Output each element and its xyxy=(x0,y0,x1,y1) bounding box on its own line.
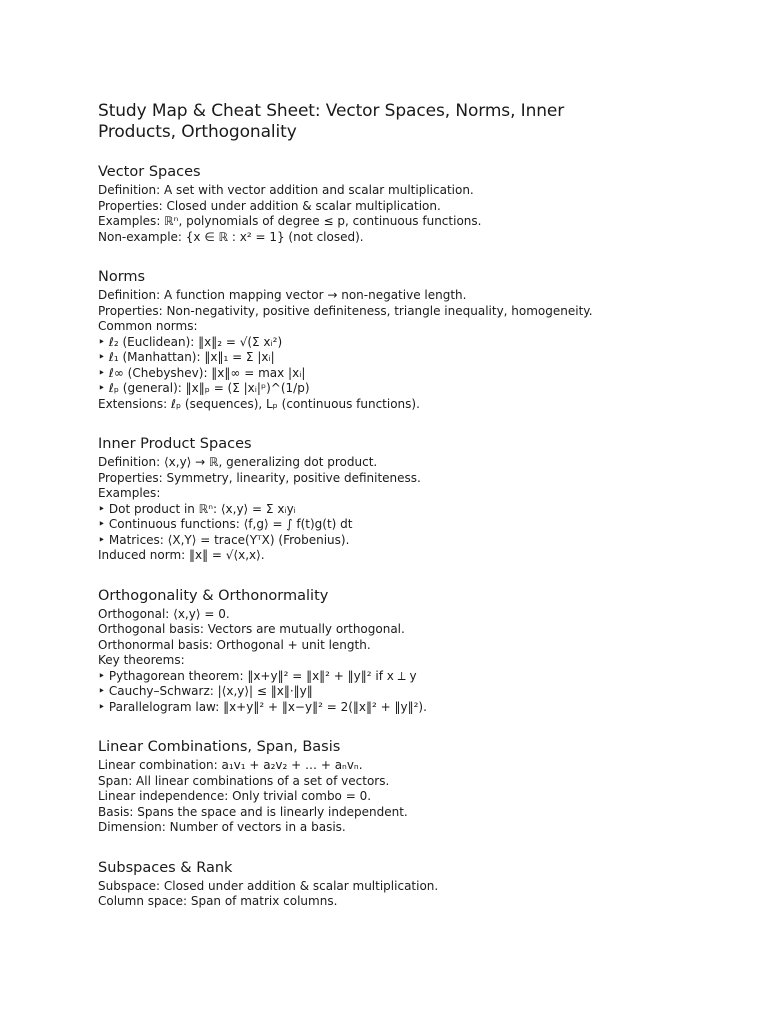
section-norms xyxy=(98,268,698,412)
text-line: Common norms: xyxy=(98,319,198,333)
section-vector-spaces xyxy=(98,163,698,245)
text-line: Column space: Span of matrix columns. xyxy=(98,894,338,908)
text-line: Subspace: Closed under addition & scalar multiplication. xyxy=(98,878,439,893)
section-inner-product-spaces xyxy=(98,435,698,564)
bullet-line: ‣ Cauchy–Schwarz: |⟨x,y⟩| ≤ ‖x‖·‖y‖ xyxy=(98,684,313,698)
cheat-sheet-page xyxy=(98,101,698,910)
section-heading: Vector Spaces xyxy=(98,164,201,180)
text-line: Orthonormal basis: Orthogonal + unit length. xyxy=(98,637,371,652)
section-heading: Norms xyxy=(98,269,146,285)
text-line: Definition: A set with vector addition and scalar multiplication. xyxy=(98,183,474,197)
bullet-line: ‣ Pythagorean theorem: ‖x+y‖² = ‖x‖² + ‖y‖² if x ⟂ y xyxy=(98,668,417,683)
text-line: Properties: Symmetry, linearity, positive definiteness. xyxy=(98,470,421,485)
section-subspaces-rank xyxy=(98,859,698,910)
bullet-line: ‣ Continuous functions: ⟨f,g⟩ = ∫ f(t)g(t) dt xyxy=(98,517,353,531)
section-heading: Subspaces & Rank xyxy=(98,859,233,876)
bullet-line: ‣ Parallelogram law: ‖x+y‖² + ‖x−y‖² = 2(‖x‖² + ‖y‖²). xyxy=(98,699,427,714)
text-line: Key theorems: xyxy=(98,653,185,667)
bullet-line: ‣ ℓ₂ (Euclidean): ‖x‖₂ = √(Σ xᵢ²) xyxy=(98,334,283,349)
text-line: Linear independence: Only trivial combo = 0. xyxy=(98,789,372,803)
text-line: Linear combination: a₁v₁ + a₂v₂ + … + aₙvₙ. xyxy=(98,758,363,772)
text-line: Examples: ℝⁿ, polynomials of degree ≤ p, continuous functions. xyxy=(98,214,482,228)
text-line: Orthogonal: ⟨x,y⟩ = 0. xyxy=(98,606,230,621)
bullet-line: ‣ Matrices: ⟨X,Y⟩ = trace(YᵀX) (Frobenius). xyxy=(98,532,350,547)
bullet-line: ‣ ℓ∞ (Chebyshev): ‖x‖∞ = max |xᵢ| xyxy=(98,365,306,380)
section-heading: Linear Combinations, Span, Basis xyxy=(98,739,341,755)
text-line: Orthogonal basis: Vectors are mutually orthogonal. xyxy=(98,622,405,636)
text-line: Extensions: ℓₚ (sequences), Lₚ (continuous functions). xyxy=(98,396,420,411)
page-title xyxy=(98,101,698,143)
text-line: Basis: Spans the space and is linearly independent. xyxy=(98,804,408,819)
section-heading: Inner Product Spaces xyxy=(98,436,252,452)
bullet-line: ‣ ℓ₁ (Manhattan): ‖x‖₁ = Σ |xᵢ| xyxy=(98,350,275,364)
text-line: Properties: Closed under addition & scalar multiplication. xyxy=(98,198,441,213)
bullet-line: ‣ ℓₚ (general): ‖x‖ₚ = (Σ |xᵢ|ᵖ)^(1/p) xyxy=(98,381,310,395)
section-orthogonality xyxy=(98,587,698,716)
text-line: Non-example: {x ∈ ℝ : x² = 1} (not closed). xyxy=(98,229,364,244)
text-line: Span: All linear combinations of a set of vectors. xyxy=(98,773,390,788)
text-line: Definition: ⟨x,y⟩ → ℝ, generalizing dot product. xyxy=(98,455,378,469)
title-line-1: Study Map & Cheat Sheet: Vector Spaces, Norms, Inner xyxy=(98,101,565,121)
text-line: Examples: xyxy=(98,486,161,500)
text-line: Induced norm: ‖x‖ = √⟨x,x⟩. xyxy=(98,548,265,562)
section-linear-combinations xyxy=(98,738,698,836)
text-line: Dimension: Number of vectors in a basis. xyxy=(98,820,346,834)
title-line-2: Products, Orthogonality xyxy=(98,122,297,142)
bullet-line: ‣ Dot product in ℝⁿ: ⟨x,y⟩ = Σ xᵢyᵢ xyxy=(98,501,296,516)
text-line: Definition: A function mapping vector → non-negative length. xyxy=(98,288,467,302)
section-heading: Orthogonality & Orthonormality xyxy=(98,587,329,604)
text-line: Properties: Non-negativity, positive definiteness, triangle inequality, homogeneity. xyxy=(98,303,593,318)
